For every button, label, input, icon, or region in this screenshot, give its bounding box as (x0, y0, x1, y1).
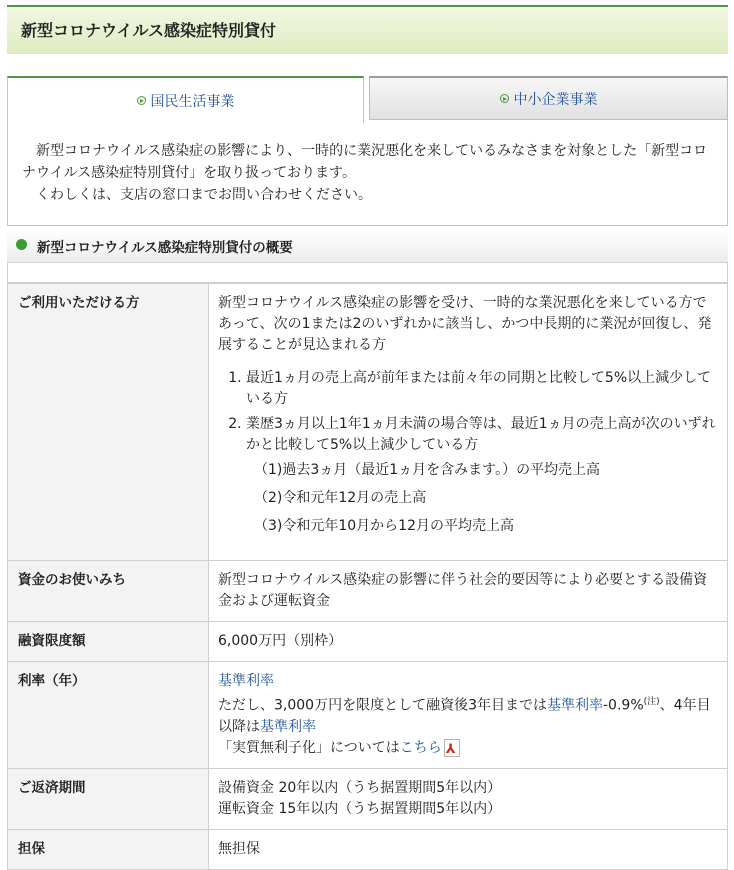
row-value-repayment (209, 768, 728, 829)
loan-overview-table (7, 283, 728, 870)
details-pdf-link[interactable]: こちら (399, 739, 442, 756)
bullet-dot-icon (16, 239, 27, 250)
base-rate-link[interactable]: 基準利率 (260, 718, 316, 735)
section-title: 新型コロナウイルス感染症特別貸付の概要 (37, 240, 293, 256)
interest-free-text: 「実質無利子化」については (218, 739, 400, 756)
tab-label: 中小企業事業 (513, 91, 598, 108)
eligible-description: 新型コロナウイルス感染症の影響を受け、一時的な業況悪化を来している方であって、次の1または2のいずれかに該当し、かつ中長期的に業況が回復し、発展することが見込まれる方 (218, 295, 712, 353)
table-spacer (7, 263, 728, 283)
row-label-limit: 融資限度額 (8, 622, 209, 662)
row-value-rate (209, 662, 728, 769)
intro-paragraph: 新型コロナウイルス感染症の影響により、一時的に業況悪化を来しているみなさまを対象とした「新型コロナウイルス感染症特別貸付」を取り扱っております。 (22, 143, 708, 181)
row-label-collateral: 担保 (8, 829, 209, 869)
arrow-circle-icon (137, 96, 146, 105)
tab-label: 国民生活事業 (150, 93, 235, 110)
table-row (8, 662, 728, 769)
footnote-marker: (注) (643, 697, 660, 707)
table-row (8, 768, 728, 829)
rate-text: ただし、3,000万円を限度として融資後3年目までは (218, 697, 547, 714)
base-rate-link[interactable]: 基準利率 (218, 673, 274, 689)
section-heading (7, 229, 728, 263)
condition-item: 1. 最近1ヵ月の売上高が前年または前々年の同期と比較して5%以上減少している方 (246, 368, 718, 410)
intro-paragraph-contact: くわしくは、支店の窓口までお問い合わせください。 (36, 187, 372, 203)
table-row (8, 622, 728, 662)
row-value-limit: 6,000万円（別枠） (209, 622, 728, 662)
pdf-icon (444, 739, 460, 757)
sub-condition-item: （3)令和元年10月から12月の平均売上高 (254, 518, 514, 534)
row-label-repayment: ご返済期間 (8, 768, 209, 829)
repayment-equipment: 設備資金 20年以内（うち据置期間5年以内） (218, 779, 502, 796)
sub-condition-item: （2)令和元年12月の売上高 (254, 490, 427, 506)
sub-conditions (246, 460, 718, 537)
tab-chusho-kigyo[interactable] (369, 76, 728, 120)
tab-bar (7, 76, 728, 120)
table-row (8, 284, 728, 561)
row-label-rate: 利率（年） (8, 662, 209, 769)
tab-kokumin-seikatsu[interactable] (7, 76, 364, 123)
rate-text: 、4年目以降は (218, 697, 711, 735)
table-row (8, 561, 728, 622)
row-value-collateral: 無担保 (209, 829, 728, 869)
conditions-list (218, 368, 718, 537)
rate-reduction: -0.9% (603, 697, 644, 714)
arrow-circle-icon (500, 94, 509, 103)
intro-text-box (7, 120, 728, 226)
page-header (7, 5, 728, 54)
condition-text: 業歴3ヵ月以上1年1ヵ月未満の場合等は、最近1ヵ月の売上高が次のいずれかと比較して5%以上減少している方 (246, 416, 716, 453)
row-value-eligible (209, 284, 728, 561)
sub-condition-item: （1)過去3ヵ月（最近1ヵ月を含みます。）の平均売上高 (254, 462, 601, 478)
condition-item (246, 414, 718, 537)
table-row (8, 829, 728, 869)
row-label-eligible: ご利用いただける方 (8, 284, 209, 561)
row-label-usage: 資金のお使いみち (8, 561, 209, 622)
repayment-operating: 運転資金 15年以内（うち据置期間5年以内） (218, 800, 502, 817)
row-value-usage: 新型コロナウイルス感染症の影響に伴う社会的要因等により必要とする設備資金および運転資金 (209, 561, 728, 622)
base-rate-link[interactable]: 基準利率 (547, 697, 603, 714)
page-title: 新型コロナウイルス感染症特別貸付 (21, 21, 277, 40)
